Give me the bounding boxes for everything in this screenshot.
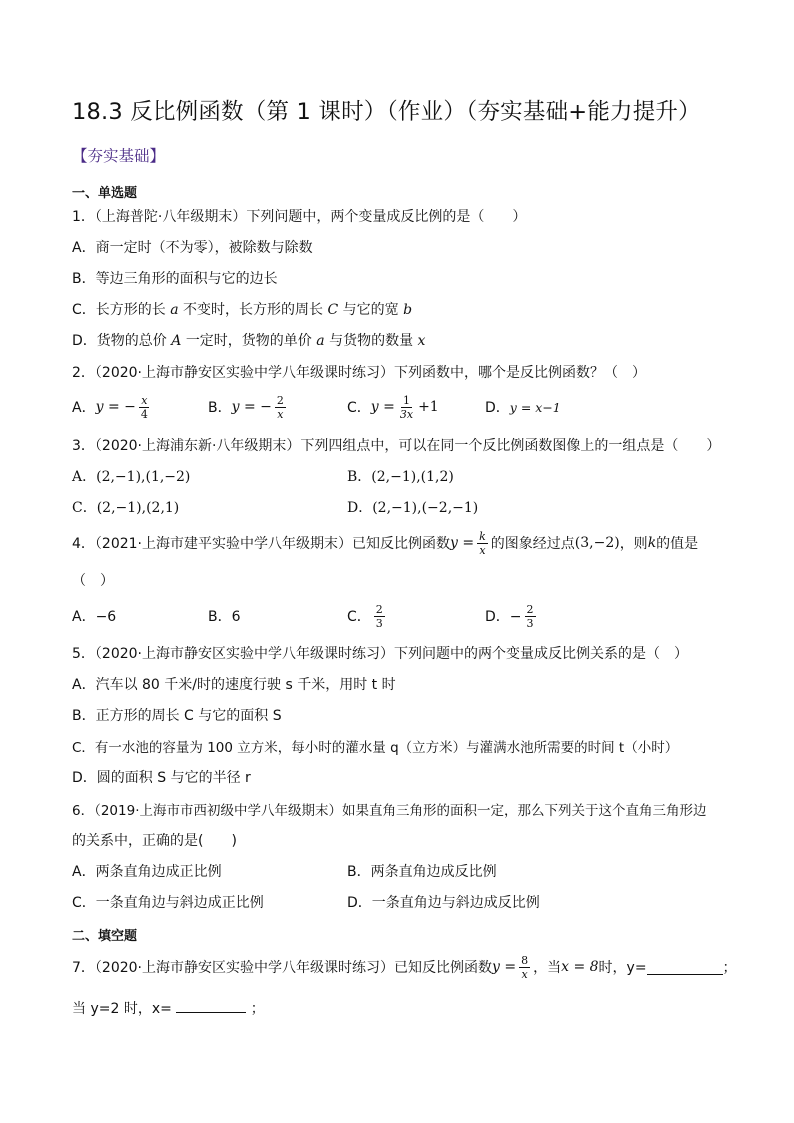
q2-b-denominator: x — [277, 407, 284, 421]
q3-option-b: B．(2,−1),(1,2) — [347, 469, 454, 485]
q1-option-d — [72, 330, 425, 350]
q1-d-mid: 一定时，货物的单价 — [185, 333, 312, 349]
q1-option-c — [72, 299, 412, 319]
q4-k: k — [647, 535, 657, 551]
q7-stem-post: 时，y= — [598, 960, 647, 976]
q6-option-a: A．两条直角边成正比例 — [72, 864, 222, 880]
q2-a-label: A． — [72, 400, 96, 416]
q2-d-label: D． — [485, 400, 510, 416]
q2-option-a — [72, 392, 153, 422]
q7-fn-denominator: x — [521, 967, 528, 981]
q7-fn-numerator: 8 — [521, 953, 529, 967]
q1-option-b: B．等边三角形的面积与它的边长 — [72, 271, 278, 287]
q1-d-var-A: A — [171, 333, 182, 349]
q4-option-d — [485, 600, 539, 632]
q1-d-mid2: 与货物的数量 — [329, 333, 414, 349]
q4-option-a: A．−6 — [72, 609, 117, 625]
q4-stem — [72, 527, 698, 559]
q7-stem — [72, 950, 737, 984]
q7-line2-end: ； — [250, 1001, 265, 1017]
q7-stem-mid: ，当 — [533, 960, 562, 976]
q2-option-c — [347, 392, 439, 422]
q2-a-numerator: x — [141, 393, 148, 407]
q4-option-b: B．6 — [208, 609, 241, 625]
q3-option-d: D．(2,−1),(−2,−1) — [347, 500, 479, 516]
page-title: 18.3 反比例函数（第 1 课时）（作业）（夯实基础+能力提升） — [72, 99, 701, 125]
q4-stem-mid: 的图象经过点 — [490, 536, 575, 552]
q1-c-mid2: 与它的宽 — [342, 302, 399, 318]
q1-c-prefix: C．长方形的长 — [72, 302, 166, 318]
q1-d-prefix: D．货物的总价 — [72, 333, 167, 349]
q7-line2-prefix: 当 y=2 时，x= — [72, 1001, 172, 1017]
q7-end: ； — [722, 960, 737, 976]
q7-condition: x = 8 — [561, 959, 599, 975]
q4-option-c — [347, 600, 388, 632]
q4-point: (3,−2) — [574, 535, 620, 551]
q6-option-d: D．一条直角边与斜边成反比例 — [347, 895, 540, 911]
q4-fn-denominator: x — [479, 543, 486, 557]
q1-c-var-b: b — [403, 302, 413, 318]
q5-stem: 5．（2020·上海市静安区实验中学八年级课时练习）下列问题中的两个变量成反比例关系的是（ ） — [72, 646, 688, 662]
q4-c-numerator: 2 — [375, 602, 383, 616]
q2-c-fraction — [398, 395, 415, 420]
q2-a-denominator: 4 — [140, 407, 148, 421]
q7-stem-prefix: 7．（2020·上海市静安区实验中学八年级课时练习）已知反比例函数 — [72, 960, 492, 976]
q2-a-fraction — [139, 395, 150, 420]
q1-c-mid: 不变时，长方形的周长 — [183, 302, 324, 318]
section-heading-single-choice: 一、单选题 — [72, 186, 138, 201]
q4-d-numerator: 2 — [526, 602, 534, 616]
q2-b-numerator: 2 — [276, 393, 284, 407]
q2-c-lhs: y = — [370, 399, 395, 415]
section-heading-fill-in: 二、填空题 — [72, 929, 138, 944]
q7-fn-fraction — [519, 955, 530, 980]
q7-answer-blank-2[interactable] — [176, 998, 246, 1013]
q1-stem: 1．（上海普陀·八年级期末）下列问题中，两个变量成反比例的是（ ） — [72, 209, 527, 225]
q5-option-a: A．汽车以 80 千米/时的速度行驶 s 千米，用时 t 时 — [72, 677, 396, 693]
q4-fn-numerator: k — [479, 529, 486, 543]
q3-stem: 3．（2020·上海浦东新·八年级期末）下列四组点中，可以在同一个反比例函数图像上的一组点是（ ） — [72, 438, 721, 454]
q2-b-fraction — [275, 395, 286, 420]
q2-c-label: C． — [347, 400, 371, 416]
section-tag: 【夯实基础】 — [72, 147, 166, 165]
q7-answer-blank-1[interactable] — [647, 960, 723, 975]
q3-option-a: A．(2,−1),(1,−2) — [72, 469, 191, 485]
q2-stem: 2．（2020·上海市静安区实验中学八年级课时练习）下列函数中，哪个是反比例函数？（ ） — [72, 365, 646, 381]
q5-option-b: B．正方形的周长 C 与它的面积 S — [72, 708, 282, 724]
q6-option-b: B．两条直角边成反比例 — [347, 864, 497, 880]
q1-c-var-C: C — [327, 302, 339, 318]
q4-stem-prefix: 4．（2021·上海市建平实验中学八年级期末）已知反比例函数 — [72, 536, 450, 552]
q6-stem-line1: 6．（2019·上海市市西初级中学八年级期末）如果直角三角形的面积一定，那么下列关于这个直角三角形边 — [72, 803, 707, 819]
q6-stem-line2: 的关系中，正确的是( ) — [72, 833, 237, 849]
q2-b-label: B． — [208, 400, 232, 416]
q3-option-c: C．(2,−1),(2,1) — [72, 500, 180, 516]
q5-option-c: C．有一水池的容量为 100 立方米，每小时的灌水量 q（立方米）与灌满水池所需要的时间 t（小时） — [72, 740, 679, 756]
q4-answer-paren: （ ） — [72, 573, 114, 589]
q2-c-numerator: 1 — [402, 393, 410, 407]
q4-stem-end: 的值是 — [656, 536, 699, 552]
q2-d-expr: y = x−1 — [509, 399, 561, 415]
q2-c-denominator: 3x — [399, 407, 414, 421]
q4-c-denominator: 3 — [375, 616, 383, 630]
q7-fn-lhs: y = — [492, 959, 517, 975]
q1-option-a: A．商一定时（不为零），被除数与除数 — [72, 240, 313, 256]
q2-c-rhs: +1 — [418, 399, 439, 415]
q4-fn-lhs: y = — [450, 535, 475, 551]
q4-d-fraction — [525, 604, 536, 629]
q1-d-var-a: a — [316, 333, 325, 349]
q4-c-fraction — [374, 604, 385, 629]
q6-option-c: C．一条直角边与斜边成正比例 — [72, 895, 264, 911]
q2-option-b — [208, 392, 289, 422]
q2-option-d — [485, 392, 561, 422]
q2-b-lhs: y = − — [231, 399, 272, 415]
q4-d-denominator: 3 — [526, 616, 534, 630]
q1-d-var-x: x — [417, 333, 426, 349]
q1-c-var-a: a — [170, 302, 179, 318]
q4-stem-post: ，则 — [619, 536, 648, 552]
q7-line2 — [72, 998, 265, 1018]
q2-a-lhs: y = − — [95, 399, 136, 415]
q4-d-label: D．− — [485, 609, 522, 625]
q4-c-label: C． — [347, 609, 371, 625]
q4-fn-fraction — [477, 531, 488, 556]
q5-option-d: D．圆的面积 S 与它的半径 r — [72, 770, 251, 786]
